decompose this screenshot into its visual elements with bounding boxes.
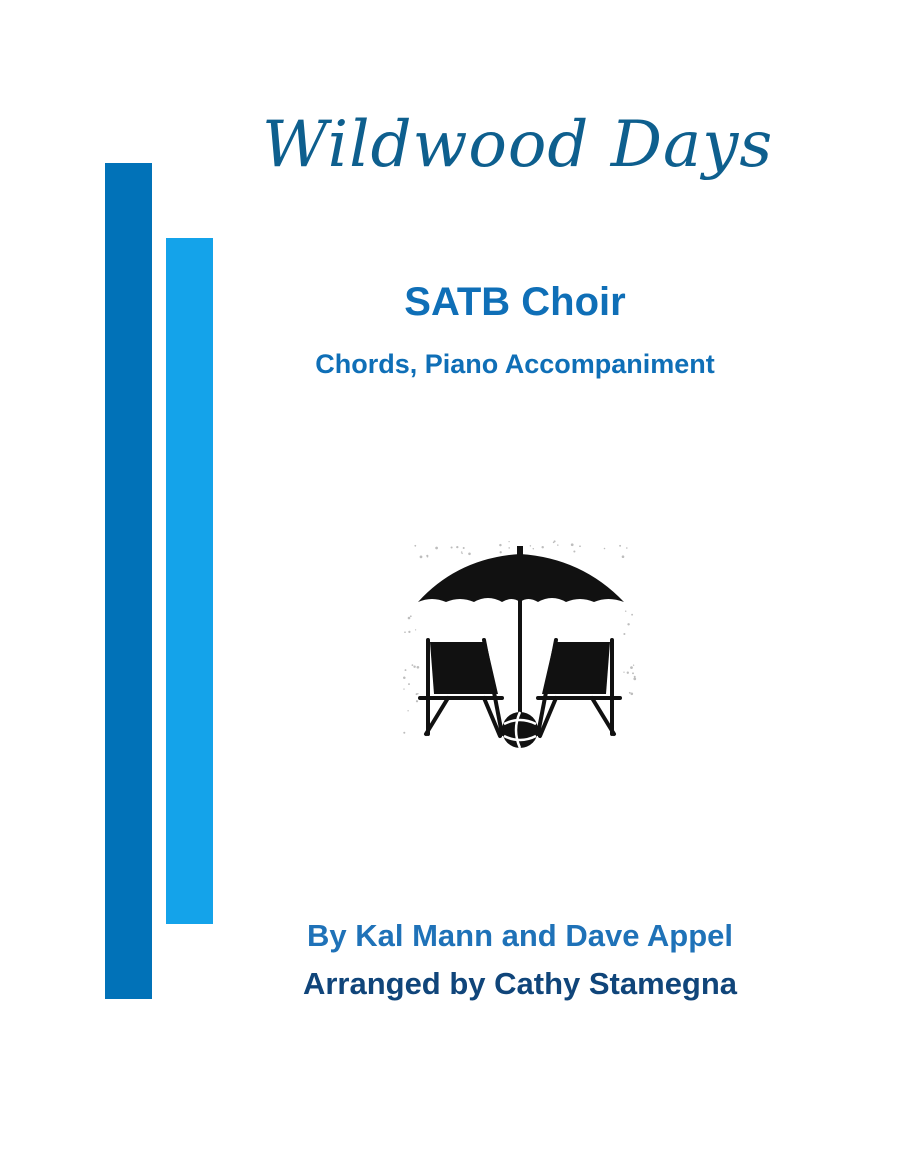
cover-subtitle: SATB Choir [404,280,626,324]
arranger-credit: Arranged by Cathy Stamegna [302,966,738,1001]
dark-blue-bar [105,163,152,999]
beach-chairs-umbrella-icon [400,538,640,768]
cover-title: Wildwood Days [262,108,774,182]
light-blue-bar [166,238,213,924]
composers-credit: By Kal Mann and Dave Appel [306,918,734,953]
instrumentation-line: Chords, Piano Accompaniment [315,349,715,379]
beach-illustration-svg [400,538,640,768]
